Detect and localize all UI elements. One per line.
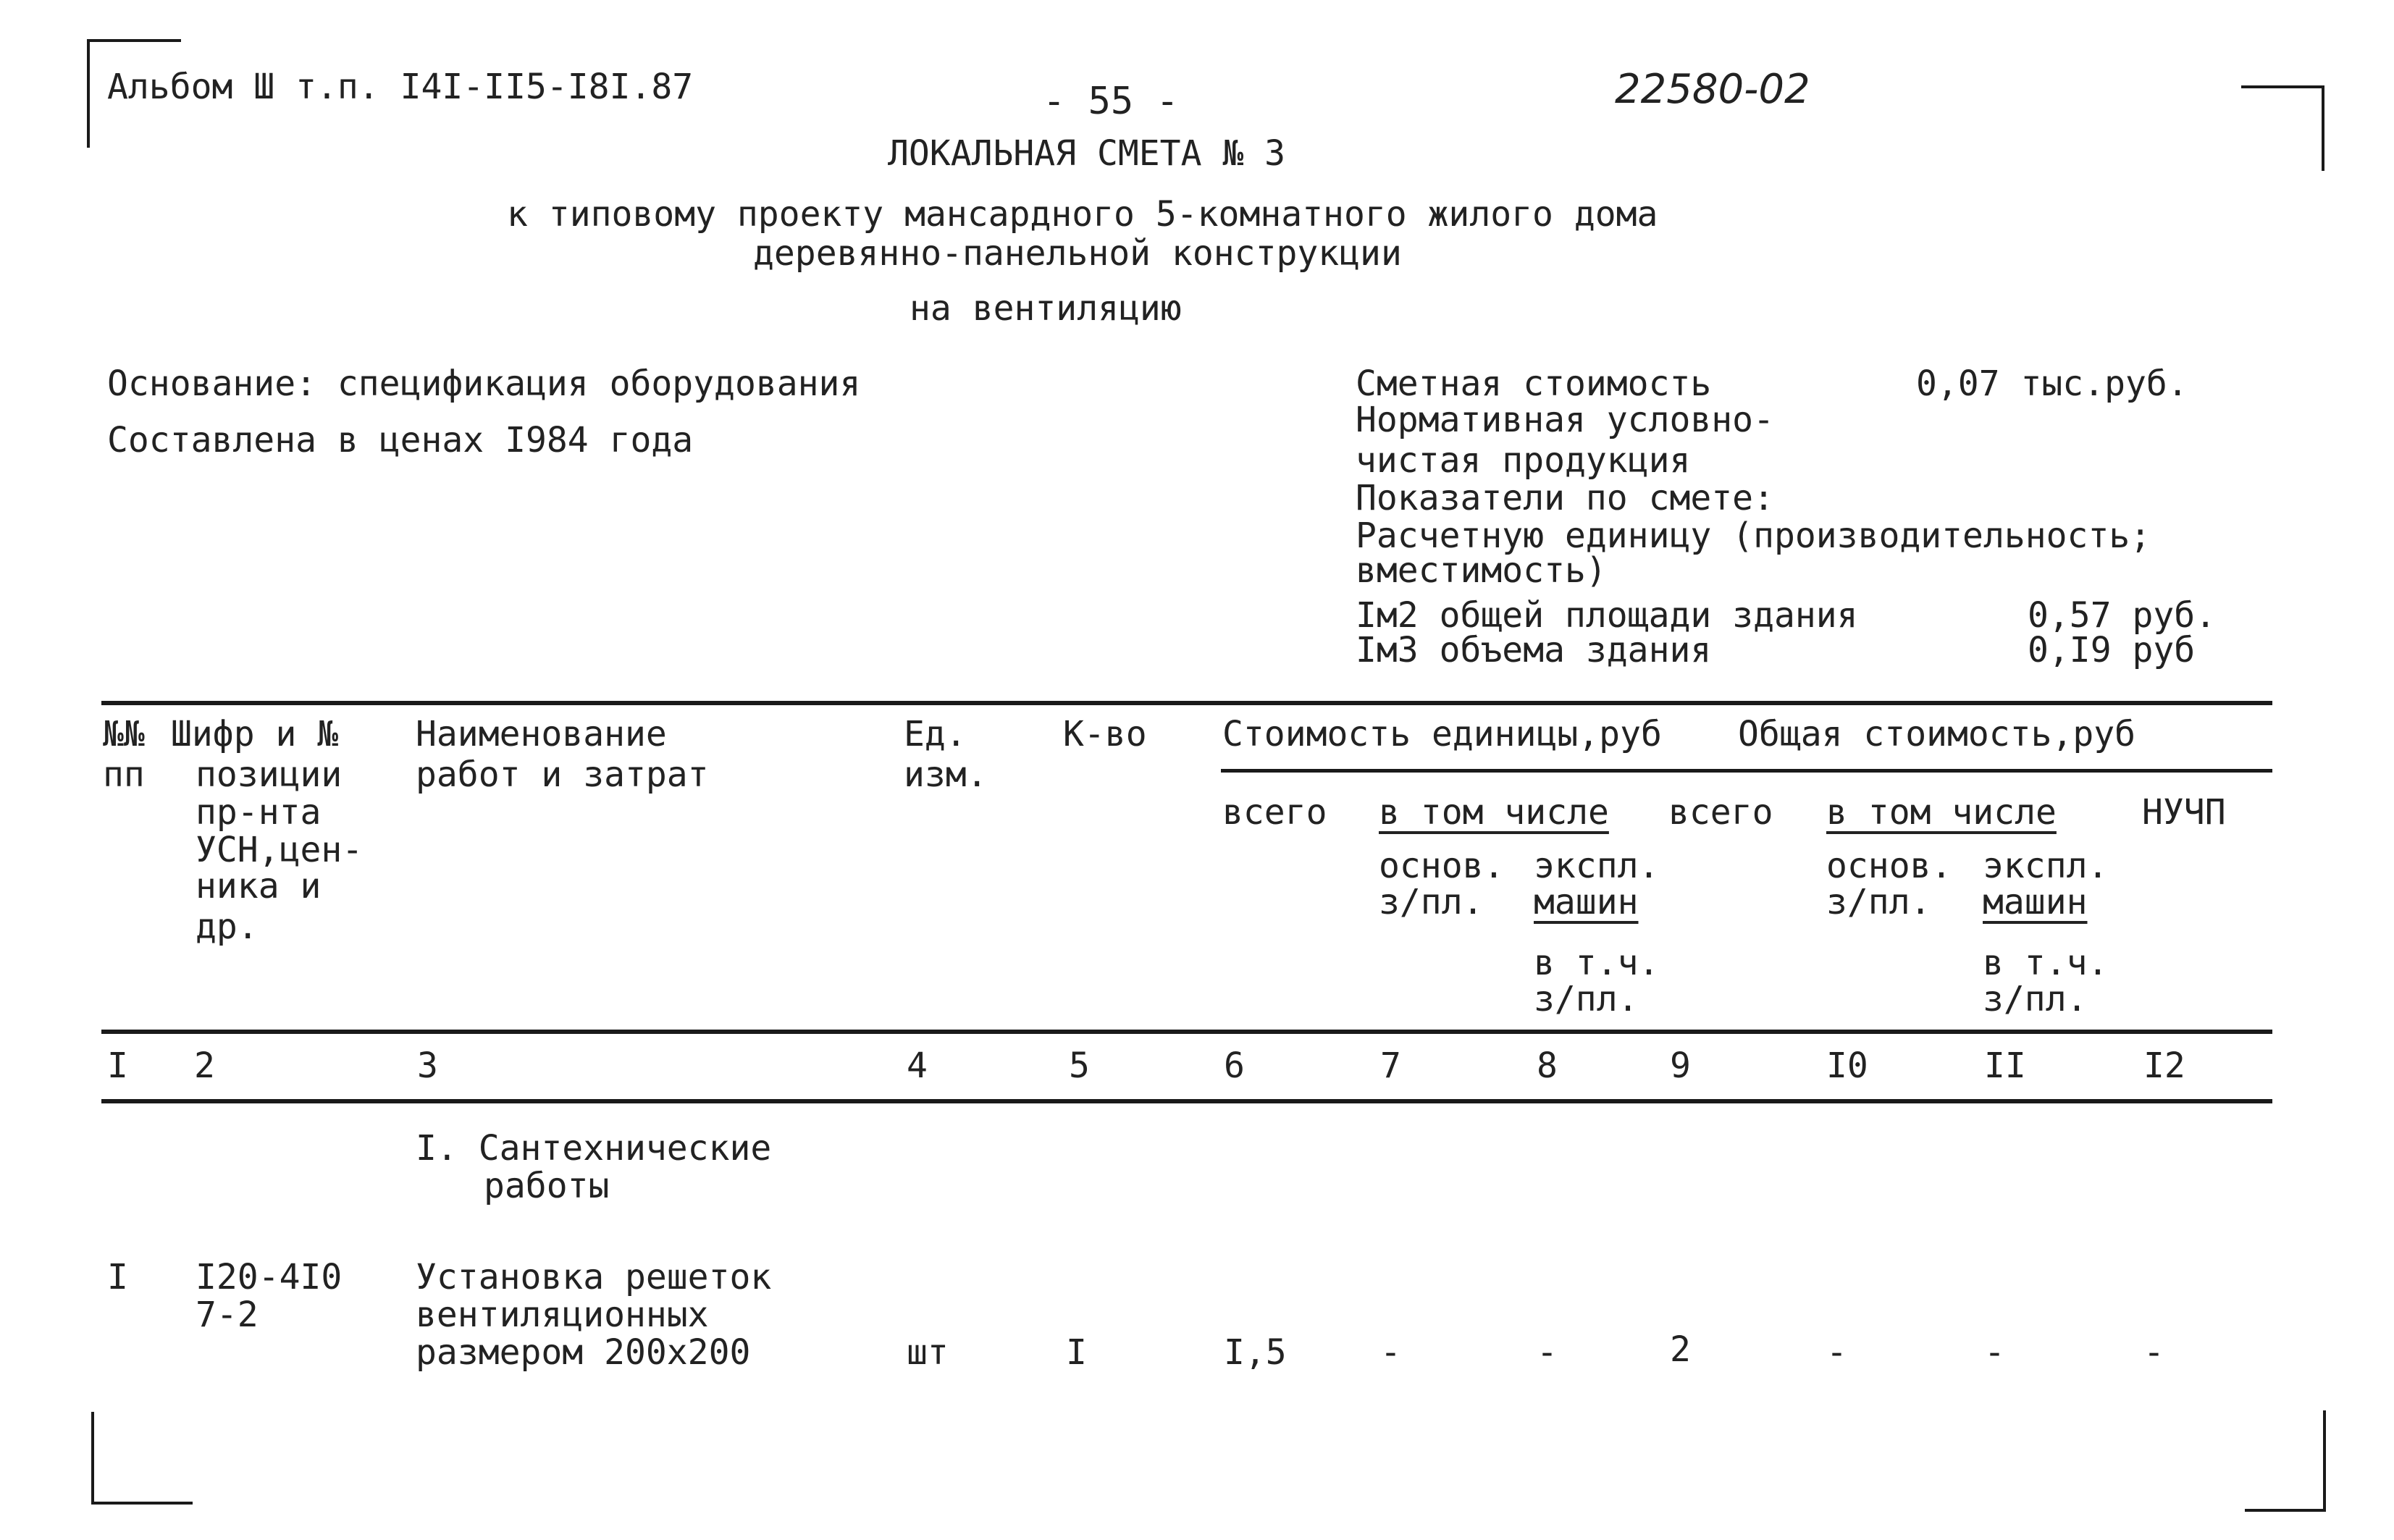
column-number: 7 — [1380, 1045, 1401, 1086]
header-col2-line2: позиции — [196, 754, 343, 795]
header-col2-line6: др. — [196, 906, 259, 947]
prices-year-text: Составлена в ценах I984 года — [107, 420, 694, 460]
section-title-line2: работы — [484, 1166, 610, 1206]
row-name-line1: Установка решеток — [416, 1257, 772, 1297]
row-name-line2: вентиляционных — [416, 1295, 709, 1335]
estimate-subtitle-line2: деревянно-панельной конструкции — [753, 233, 1402, 274]
header-total-wage-line2: з/пл. — [1983, 979, 2088, 1019]
header-bottom-rule — [101, 1030, 2272, 1034]
column-number: 8 — [1537, 1045, 1558, 1086]
header-col4-line2: изм. — [904, 754, 988, 795]
row-code-line2: 7-2 — [196, 1295, 259, 1335]
row-number: I — [107, 1257, 128, 1297]
document-code: 22580-02 — [1615, 66, 1810, 113]
corner-mark-bottom-left-v — [91, 1412, 94, 1505]
corner-mark-top-left-h — [87, 39, 181, 42]
corner-mark-top-left-v — [87, 39, 90, 148]
header-col3-line1: Наименование — [416, 714, 667, 754]
header-col4-line1: Ед. — [904, 714, 967, 754]
header-col1-line2: пп — [103, 754, 145, 795]
table-top-rule — [101, 701, 2272, 705]
header-col2-line4: УСН,цен- — [196, 830, 364, 870]
corner-mark-top-right-v — [2322, 85, 2324, 171]
normative-production-label: Нормативная условно- — [1356, 400, 1774, 440]
row-unit-base-wage: - — [1380, 1332, 1401, 1373]
column-number: II — [1984, 1045, 2026, 1086]
normative-production-label-2: чистая продукция — [1356, 440, 1691, 481]
row-nuchp: - — [2143, 1332, 2164, 1373]
header-col2-line5: ника и — [196, 866, 322, 906]
column-number: 3 — [417, 1045, 438, 1086]
volume-indicator-label: Iм3 объема здания — [1356, 630, 1712, 670]
header-unit-base-wage-line2: з/пл. — [1379, 882, 1484, 922]
header-unit-machines-line1: экспл. — [1534, 846, 1660, 886]
header-col5: К-во — [1063, 714, 1147, 754]
header-total-cost: Общая стоимость,руб — [1738, 714, 2136, 754]
calc-unit-label-2: вместимость) — [1356, 550, 1607, 591]
row-unit: шт — [907, 1332, 949, 1373]
column-number: 5 — [1069, 1045, 1090, 1086]
row-quantity: I — [1066, 1332, 1087, 1373]
header-total-base-wage-line1: основ. — [1826, 846, 1952, 886]
column-number: 4 — [907, 1045, 928, 1086]
estimated-cost-value: 0,07 тыс.руб. — [1916, 363, 2188, 404]
header-nuchp: НУЧП — [2142, 792, 2226, 833]
row-unit-machines: - — [1537, 1332, 1558, 1373]
corner-mark-bottom-right-v — [2323, 1410, 2326, 1512]
header-unit-cost: Стоимость единицы,руб — [1222, 714, 1662, 754]
estimate-subtitle-line3: на вентиляцию — [910, 288, 1182, 329]
page-number: - 55 - — [1043, 80, 1179, 123]
calc-unit-label: Расчетную единицу (производительность; — [1356, 516, 2151, 556]
header-col3-line2: работ и затрат — [416, 754, 709, 795]
header-total-machines-line2: машин — [1983, 882, 2088, 922]
corner-mark-top-right-h — [2241, 85, 2324, 88]
header-col2-line3: пр-нта — [196, 792, 322, 833]
cost-header-rule — [1221, 769, 2272, 773]
section-title-line1: I. Сантехнические — [416, 1128, 772, 1169]
header-total-base-wage-line2: з/пл. — [1826, 882, 1931, 922]
estimate-title: ЛОКАЛЬНАЯ СМЕТА № 3 — [888, 133, 1286, 174]
row-total: 2 — [1670, 1329, 1691, 1370]
row-total-base-wage: - — [1826, 1332, 1847, 1373]
header-total-wage-line1: в т.ч. — [1983, 943, 2109, 983]
header-col2-line1: Шифр и № — [171, 714, 339, 754]
album-reference: Альбом Ш т.п. I4I-II5-I8I.87 — [107, 67, 694, 107]
header-grand-total: всего — [1668, 792, 1773, 833]
header-total-including: в том числе — [1826, 792, 2057, 833]
column-numbers-rule — [101, 1099, 2272, 1103]
header-unit-wage-line2: з/пл. — [1534, 979, 1639, 1019]
row-name-line3: размером 200х200 — [416, 1332, 751, 1373]
header-unit-base-wage-line1: основ. — [1379, 846, 1505, 886]
volume-indicator-value: 0,I9 руб — [2028, 630, 2196, 670]
header-unit-total: всего — [1222, 792, 1327, 833]
header-unit-wage-line1: в т.ч. — [1534, 943, 1660, 983]
column-number: I0 — [1826, 1045, 1868, 1086]
column-number: 2 — [194, 1045, 215, 1086]
column-number: 9 — [1670, 1045, 1691, 1086]
header-col1-line1: №№ — [103, 714, 145, 754]
area-indicator-value: 0,57 руб. — [2028, 595, 2217, 636]
area-indicator-label: Iм2 общей площади здания — [1356, 595, 1858, 636]
header-unit-machines-line2: машин — [1534, 882, 1639, 922]
corner-mark-bottom-right-h — [2245, 1509, 2326, 1512]
corner-mark-bottom-left-h — [91, 1502, 193, 1505]
basis-text: Основание: спецификация оборудования — [107, 363, 861, 404]
column-number: 6 — [1224, 1045, 1245, 1086]
header-unit-including: в том числе — [1379, 792, 1609, 833]
row-total-machines: - — [1984, 1332, 2005, 1373]
header-total-machines-line1: экспл. — [1983, 846, 2109, 886]
row-code-line1: I20-4I0 — [196, 1257, 343, 1297]
estimate-subtitle-line1: к типовому проекту мансардного 5-комнатного жилого дома — [507, 194, 1658, 235]
estimated-cost-label: Сметная стоимость — [1356, 363, 1712, 404]
column-number: I — [107, 1045, 128, 1086]
indicators-label: Показатели по смете: — [1356, 478, 1774, 518]
column-number: I2 — [2143, 1045, 2185, 1086]
row-unit-total: I,5 — [1224, 1332, 1287, 1373]
